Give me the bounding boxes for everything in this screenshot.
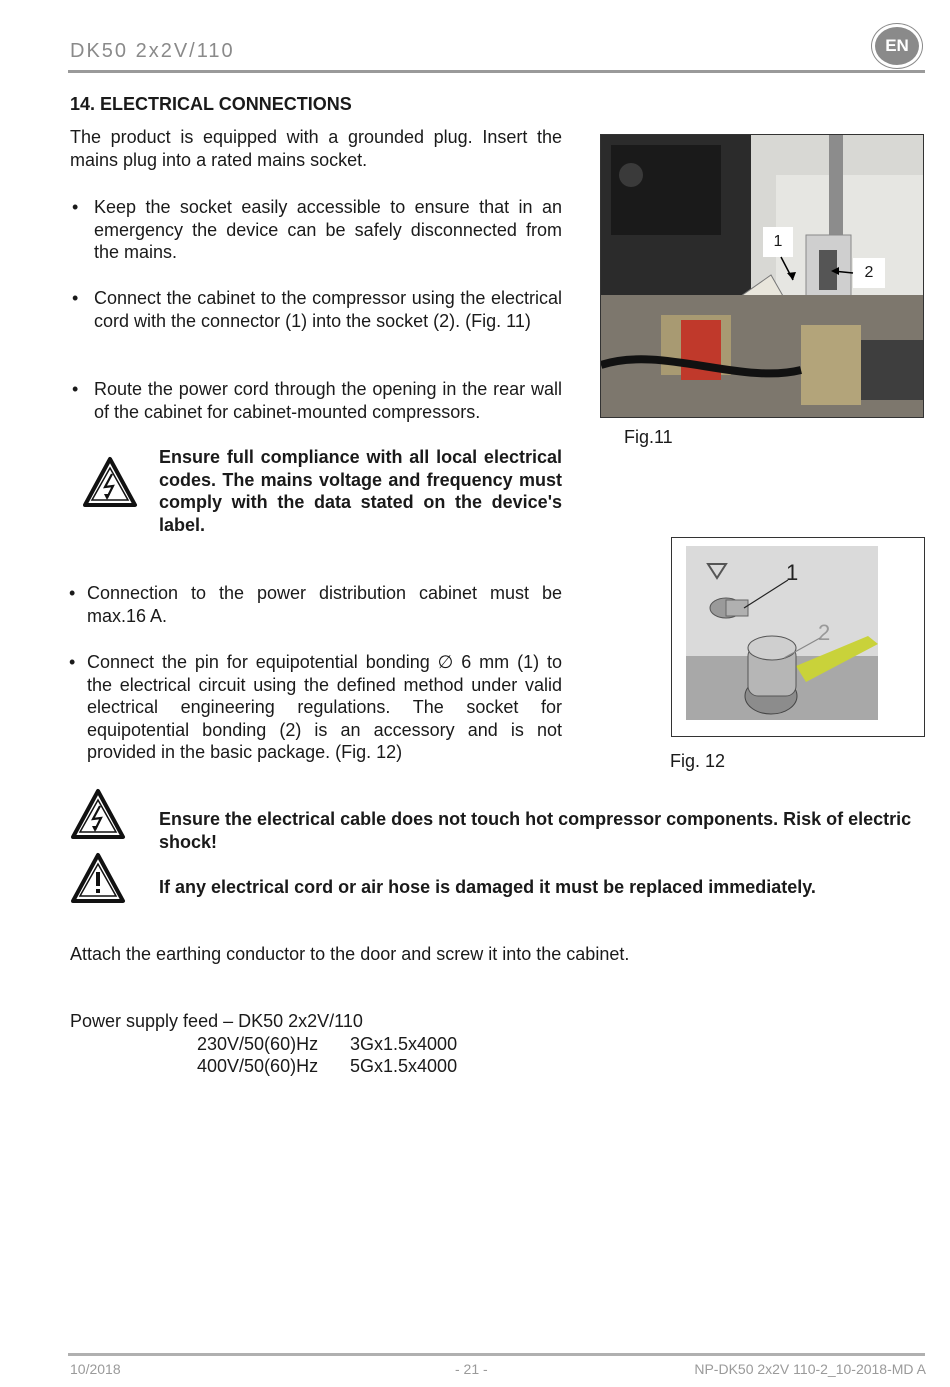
fig11-callout-arrows bbox=[601, 135, 923, 417]
electrical-hazard-icon bbox=[70, 788, 126, 840]
fig11-callout-1: 1 bbox=[763, 227, 793, 257]
bullet-dot: • bbox=[69, 652, 76, 672]
footer-date: 10/2018 bbox=[70, 1361, 121, 1377]
power-supply-row bbox=[197, 1055, 457, 1078]
footer-page-number: - 21 - bbox=[455, 1361, 488, 1377]
fig11-caption: Fig.11 bbox=[624, 427, 673, 447]
fig12-callout-1: 1 bbox=[786, 560, 799, 585]
bullet-text: Keep the socket easily accessible to ensure that in an emergency the device can be safely disconnected from the mains. bbox=[94, 197, 562, 262]
footer-doc-code: NP-DK50 2x2V 110-2_10-2018-MD A bbox=[694, 1361, 926, 1377]
section-title: 14. ELECTRICAL CONNECTIONS bbox=[70, 94, 352, 114]
warning-compliance: Ensure full compliance with all local electrical codes. The mains voltage and frequency must comply with the data stated on the device's label. bbox=[159, 447, 562, 535]
fig12-callout-lines bbox=[686, 546, 878, 720]
bullet-text: Connect the cabinet to the compressor using the electrical cord with the connector (1) into the socket (2). (Fig. 11) bbox=[94, 288, 562, 331]
bullet-dot: • bbox=[72, 197, 79, 217]
footer-divider bbox=[68, 1353, 925, 1356]
fig12-caption: Fig. 12 bbox=[670, 751, 726, 771]
intro-paragraph: The product is equipped with a grounded plug. Insert the mains plug into a rated mains socket. bbox=[70, 127, 562, 170]
list-item bbox=[69, 582, 562, 627]
list-item bbox=[72, 287, 562, 332]
warning-icon bbox=[70, 852, 126, 904]
earthing-note: Attach the earthing conductor to the door and screw it into the cabinet. bbox=[70, 944, 630, 964]
list-item bbox=[72, 378, 562, 423]
warning-hot-components: Ensure the electrical cable does not touch hot compressor components. Risk of electric shock! bbox=[159, 809, 912, 852]
language-badge: EN bbox=[872, 24, 922, 68]
power-supply-title: Power supply feed – DK50 2x2V/110 bbox=[70, 1011, 363, 1031]
bullet-dot: • bbox=[72, 379, 79, 399]
fig12-frame bbox=[671, 537, 925, 737]
power-supply-row bbox=[197, 1033, 457, 1056]
bullet-dot: • bbox=[69, 583, 76, 603]
fig11-callout-2: 2 bbox=[853, 258, 885, 288]
header-divider bbox=[68, 70, 925, 73]
supply-cable: 5Gx1.5x4000 bbox=[350, 1056, 458, 1076]
bullet-dot: • bbox=[72, 288, 79, 308]
bullet-text: Connect the pin for equipotential bonding ∅ 6 mm (1) to the electrical circuit using the defined method under valid electrical engineering regulations. The socket for equipotential bonding (2) is an accessory and is not provided in the basic package. (Fig. 12) bbox=[87, 652, 562, 762]
list-item bbox=[69, 651, 562, 764]
fig12-photo bbox=[686, 546, 878, 720]
fig11-photo bbox=[600, 134, 924, 418]
document-title: DK50 2x2V/110 bbox=[70, 40, 235, 62]
list-item bbox=[72, 196, 562, 264]
supply-voltage: 230V/50(60)Hz bbox=[197, 1034, 319, 1054]
bullet-text: Connection to the power distribution cabinet must be max.16 A. bbox=[87, 583, 562, 626]
warning-damaged-cord: If any electrical cord or air hose is damaged it must be replaced immediately. bbox=[159, 877, 816, 897]
electrical-hazard-icon bbox=[82, 456, 138, 508]
supply-voltage: 400V/50(60)Hz bbox=[197, 1056, 319, 1076]
bullet-text: Route the power cord through the opening in the rear wall of the cabinet for cabinet-mounted compressors. bbox=[94, 379, 562, 422]
supply-cable: 3Gx1.5x4000 bbox=[350, 1034, 458, 1054]
fig12-callout-2: 2 bbox=[818, 620, 831, 645]
